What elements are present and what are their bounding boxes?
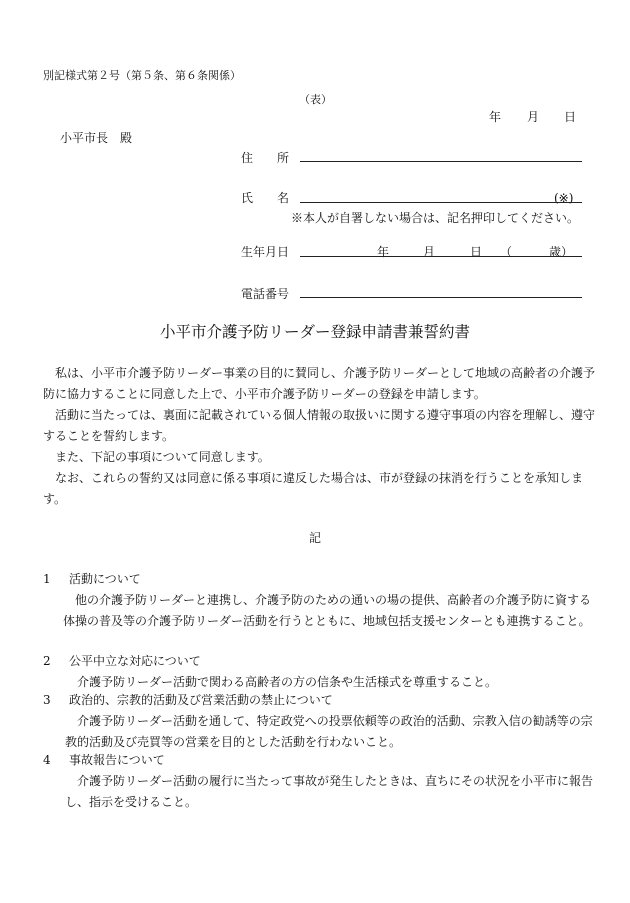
dob-age-open: （ [500, 245, 513, 259]
dob-year: 年 [377, 245, 390, 259]
term-body: 他の介護予防リーダーと連携し、介護予防のための通いの場の提供、高齢者の介護予防に資する体操の普及等の介護予防リーダー活動を行うとともに、地域包括支援センターとも連携すること。 [63, 593, 592, 628]
phone-input-line[interactable] [300, 297, 582, 298]
addressee: 小平市長 殿 [60, 131, 133, 145]
date-day: 日 [564, 110, 577, 124]
dob-input-line[interactable] [300, 256, 582, 257]
term-heading: 活動について [69, 572, 141, 586]
declaration-paragraph: また、下記の事項について同意します。 [55, 450, 270, 464]
term-body: 介護予防リーダー活動で関わる高齢者の方の信条や生活様式を尊重すること。 [77, 675, 498, 689]
declaration-paragraph: なお、これらの誓約又は同意に係る事項に違反した場合は、市が登録の抹消を行うことを承知します。 [43, 471, 584, 506]
term-heading: 政治的、宗教的活動及び営業活動の禁止について [69, 693, 333, 707]
side-label: （表） [299, 93, 332, 106]
name-label: 氏 名 [241, 191, 290, 205]
date-month: 月 [527, 110, 540, 124]
address-label: 住 所 [241, 151, 290, 165]
declaration-paragraph: 私は、小平市介護予防リーダー事業の目的に賛同し、介護予防リーダーとして地域の高齢者の介護予防に協力することに同意した上で、小平市介護予防リーダーの登録を申請します。 [43, 366, 596, 401]
term-body: 介護予防リーダー活動を通して、特定政党への投票依頼等の政治的活動、宗教入信の勧誘等の宗教的活動及び売買等の営業を目的とした活動を行わないこと。 [65, 714, 593, 749]
term-heading: 公平中立な対応について [69, 654, 201, 668]
term-number: 1 [43, 572, 51, 586]
dob-label: 生年月日 [241, 245, 290, 259]
declaration-paragraph: 活動に当たっては、裏面に記載されている個人情報の取扱いに関する遵守事項の内容を理解し、遵守することを誓約します。 [43, 408, 596, 443]
term-number: 2 [43, 654, 51, 668]
term-item [43, 689, 595, 753]
term-item [43, 568, 595, 632]
name-note: ※本人が自署しない場合は、記名押印してください。 [291, 211, 580, 225]
term-item [43, 650, 595, 693]
declaration [43, 363, 595, 510]
name-input-line[interactable] [300, 202, 582, 203]
phone-label: 電話番号 [241, 287, 290, 301]
term-item [43, 749, 595, 813]
term-number: 3 [43, 693, 51, 707]
ki-heading: 記 [308, 531, 321, 545]
term-number: 4 [43, 753, 51, 767]
dob-age: 歳） [549, 245, 574, 259]
term-heading: 事故報告について [69, 753, 165, 767]
dob-day: 日 [470, 245, 483, 259]
term-body: 介護予防リーダー活動の履行に当たって事故が発生したときは、直ちにその状況を小平市に報告し、指示を受けること。 [65, 774, 594, 809]
form-number: 別記様式第２号（第５条、第６条関係） [43, 69, 241, 82]
address-input-line[interactable] [300, 161, 582, 162]
document-title: 小平市介護予防リーダー登録申請書兼誓約書 [159, 323, 470, 341]
dob-month: 月 [423, 245, 436, 259]
date-year: 年 [489, 110, 502, 124]
name-seal-mark: (※) [554, 191, 574, 205]
